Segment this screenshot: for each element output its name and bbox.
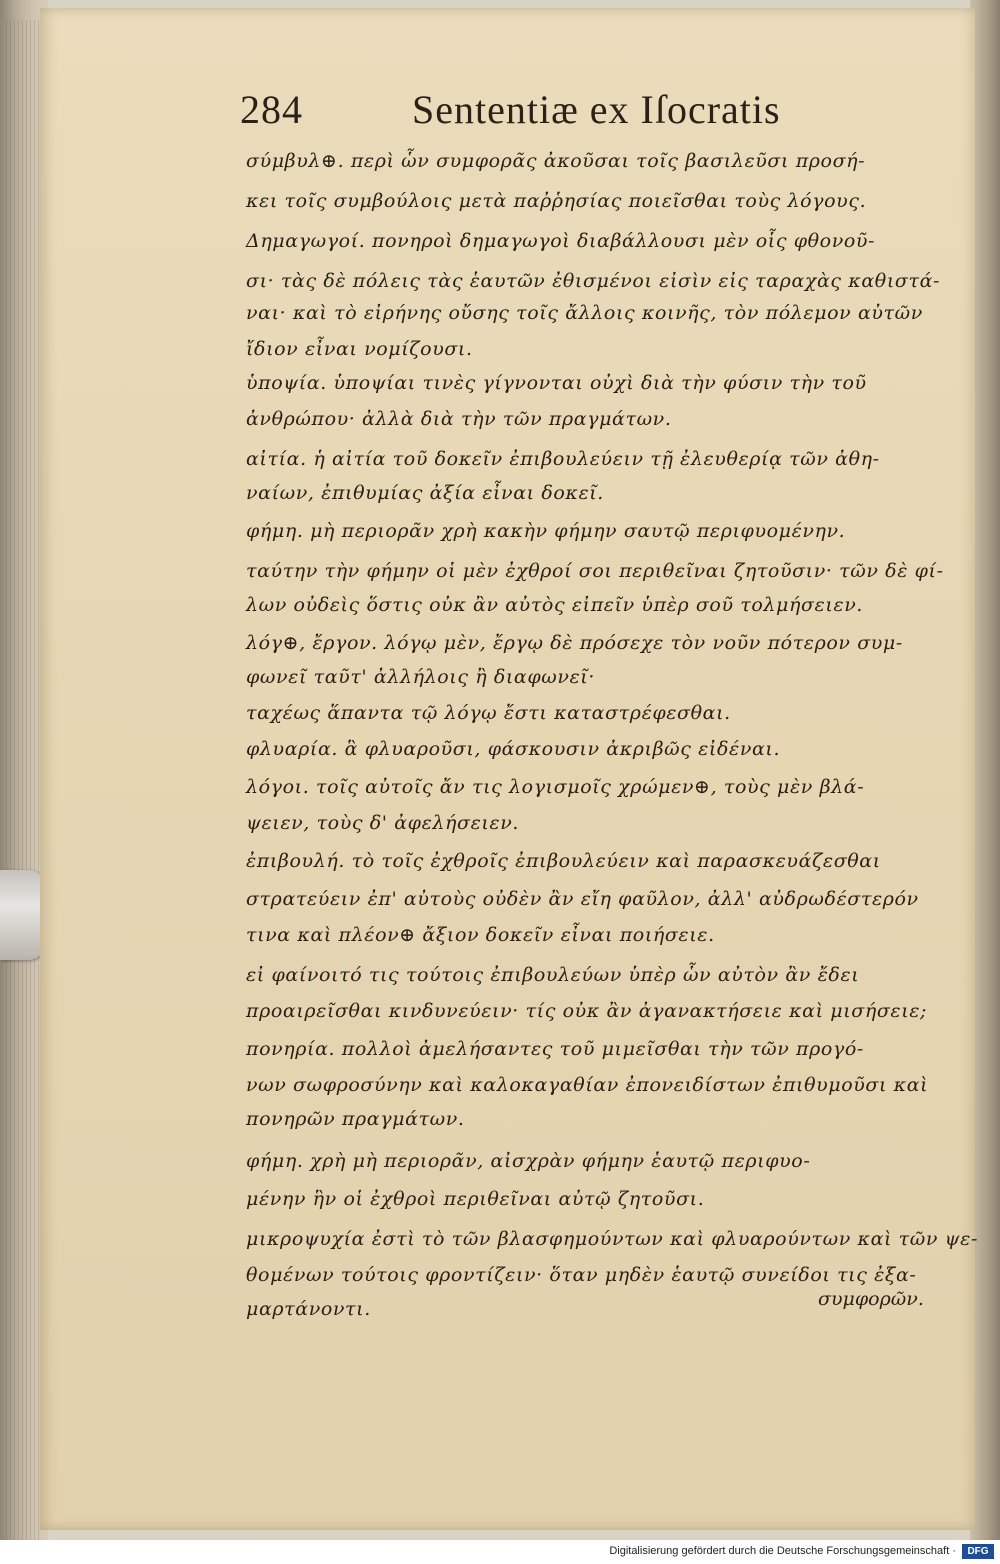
text-line: φλυαρία. ἃ φλυαροῦσι, φάσκουσιν ἀκριβῶς εἰδέναι. <box>246 738 781 760</box>
text-line: τινα καὶ πλέον⊕ ἄξιον δοκεῖν εἶναι ποιήσειε. <box>246 924 715 946</box>
text-line: πονηρία. πολλοὶ ἀμελήσαντες τοῦ μιμεῖσθαι τὴν τῶν προγό- <box>246 1038 864 1060</box>
text-line: νων σωφροσύνην καὶ καλοκαγαθίαν ἐπονειδίστων ἐπιθυμοῦσι καὶ <box>246 1074 929 1096</box>
text-line: ταχέως ἅπαντα τῷ λόγῳ ἔστι καταστρέφεσθαι. <box>246 702 731 724</box>
text-line: σι· τὰς δὲ πόλεις τὰς ἑαυτῶν ἐθισμένοι εἰσὶν εἰς ταραχὰς καθιστά- <box>246 270 941 292</box>
text-line: φωνεῖ ταῦτ' ἀλλήλοις ἢ διαφωνεῖ· <box>246 666 595 688</box>
text-line: λόγοι. τοῖς αὐτοῖς ἄν τις λογισμοῖς χρώμεν⊕, τοὺς μὲν βλά- <box>246 776 865 798</box>
text-line: μαρτάνοντι. <box>246 1298 371 1320</box>
text-line: σύμβυλ⊕. περὶ ὧν συμφορᾶς ἀκοῦσαι τοῖς βασιλεῦσι προσή- <box>246 150 866 172</box>
text-line: πονηρῶν πραγμάτων. <box>246 1108 465 1130</box>
text-line: ταύτην τὴν φήμην οἱ μὲν ἐχθροί σοι περιθεῖναι ζητοῦσιν· τῶν δὲ φί- <box>246 560 944 582</box>
text-line: μένην ἣν οἱ ἐχθροὶ περιθεῖναι αὐτῷ ζητοῦσι. <box>246 1188 705 1210</box>
text-line: ὑποψία. ὑποψίαι τινὲς γίγνονται οὐχὶ διὰ τὴν φύσιν τὴν τοῦ <box>246 372 867 394</box>
text-line: ναι· καὶ τὸ εἰρήνης οὔσης τοῖς ἄλλοις κοινῆς, τὸν πόλεμον αὐτῶν <box>246 302 923 324</box>
text-line: λόγ⊕, ἔργον. λόγῳ μὲν, ἔργῳ δὲ πρόσεχε τὸν νοῦν πότερον συμ- <box>246 632 903 654</box>
text-line: εἰ φαίνοιτό τις τούτοις ἐπιβουλεύων ὑπὲρ ὧν αὐτὸν ἂν ἔδει <box>246 964 860 986</box>
text-line: ναίων, ἐπιθυμίας ἀξία εἶναι δοκεῖ. <box>246 482 604 504</box>
text-line: λων οὐδεὶς ὅστις οὐκ ἂν αὐτὸς εἰπεῖν ὑπὲρ σοῦ τολμήσειεν. <box>246 594 863 616</box>
text-line: Δημαγωγοί. πονηροὶ δημαγωγοὶ διαβάλλουσι μὲν οἷς φθονοῦ- <box>246 230 876 252</box>
page-number: 284 <box>240 87 303 132</box>
text-line: θομένων τούτοις φροντίζειν· ὅταν μηδὲν ἑαυτῷ συνείδοι τις ἐξα- <box>246 1264 917 1286</box>
text-line: ἴδιον εἶναι νομίζουσι. <box>246 338 473 360</box>
text-line: στρατεύειν ἐπ' αὐτοὺς οὐδὲν ἂν εἴη φαῦλον, ἀλλ' αὐδρωδέστερόν <box>246 888 919 910</box>
text-line: φήμη. χρὴ μὴ περιορᾶν, αἰσχρὰν φήμην ἑαυτῷ περιφυο- <box>246 1150 811 1172</box>
text-line: ψειεν, τοὺς δ' ἀφελήσειεν. <box>246 812 520 834</box>
text-line: μικροψυχία ἐστὶ τὸ τῶν βλασφημούντων καὶ φλυαρούντων καὶ τῶν ψε- <box>246 1228 978 1250</box>
text-line: ἐπιβουλή. τὸ τοῖς ἐχθροῖς ἐπιβουλεύειν καὶ παρασκευάζεσθαι <box>246 850 881 872</box>
running-head: Sententiæ ex Iſocratis <box>412 87 781 132</box>
page-edges <box>6 20 42 1540</box>
text-line: αἰτία. ἡ αἰτία τοῦ δοκεῖν ἐπιβουλεύειν τῇ ἐλευθερίᾳ τῶν ἀθη- <box>246 448 880 470</box>
footer-credit: Digitalisierung gefördert durch die Deutsche Forschungsgemeinschaft · <box>609 1545 956 1557</box>
catchword: συμφορῶν. <box>818 1288 924 1310</box>
text-line: κει τοῖς συμβούλοις μετὰ παῤῥησίας ποιεῖσθαι τοὺς λόγους. <box>246 190 867 212</box>
text-line: φήμη. μὴ περιορᾶν χρὴ κακὴν φήμην σαυτῷ περιφυομένην. <box>246 520 846 542</box>
text-line: ἀνθρώπου· ἀλλὰ διὰ τὴν τῶν πραγμάτων. <box>246 408 672 430</box>
dfg-logo: DFG <box>962 1544 994 1559</box>
text-line: προαιρεῖσθαι κινδυνεύειν· τίς οὐκ ἂν ἀγανακτήσειε καὶ μισήσειε; <box>246 1000 928 1022</box>
page-header <box>240 86 800 146</box>
